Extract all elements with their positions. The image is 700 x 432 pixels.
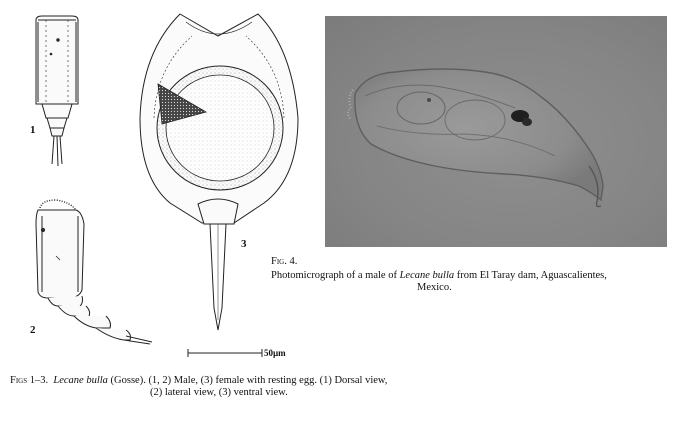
- figure-1-dorsal-view-drawing: [28, 14, 88, 184]
- figures-1-3-species: Lecane bulla: [53, 375, 108, 386]
- figure-3-label: 3: [241, 238, 247, 250]
- figure-4-caption: [271, 256, 691, 294]
- scale-bar-label: 50µm: [264, 348, 286, 358]
- scale-bar: [186, 347, 264, 359]
- figure-4-title: Fig. 4.: [271, 256, 298, 267]
- figures-1-3-title: Figs 1–3.: [10, 375, 49, 386]
- figure-2-label: 2: [30, 324, 36, 336]
- photomicrograph-specimen: [325, 16, 667, 247]
- figure-4-caption-line1: Photomicrograph of a male of Lecane bulla from El Taray dam, Aguascalientes,: [271, 270, 607, 281]
- figure-4-species: Lecane bulla: [399, 270, 455, 281]
- figure-4-caption-line2: Mexico.: [417, 282, 452, 293]
- photomicrograph: [325, 16, 667, 247]
- figure-1-label: 1: [30, 124, 36, 136]
- figures-1-3-caption-line2: (2) lateral view, (3) ventral view.: [150, 387, 288, 398]
- figures-1-3-caption: [10, 375, 690, 399]
- figures-1-3-caption-line1: Figs 1–3. Lecane bulla (Gosse). (1, 2) Male, (3) female with resting egg. (1) Dorsal view,: [10, 375, 388, 386]
